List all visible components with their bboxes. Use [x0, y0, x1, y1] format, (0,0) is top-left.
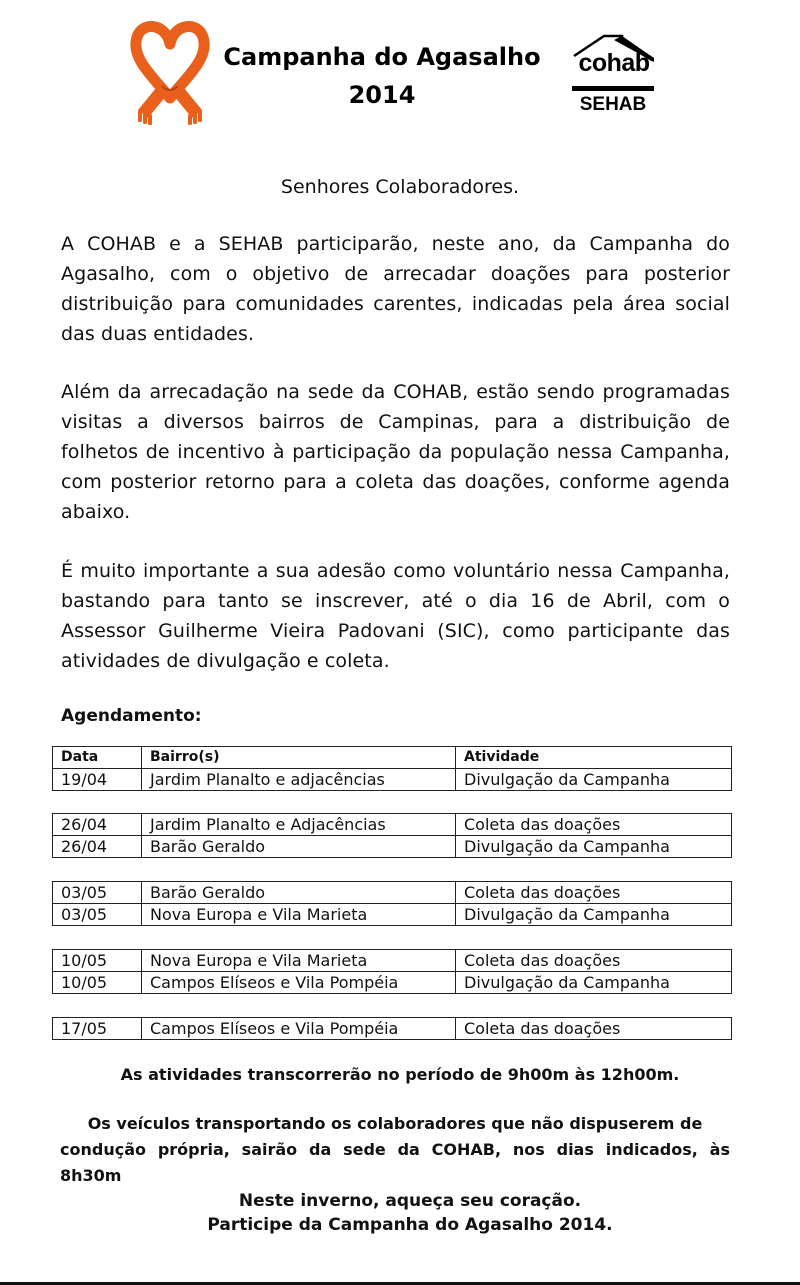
cohab-wordmark: cohab — [578, 49, 650, 77]
schedule-table-group-5 — [52, 1017, 732, 1040]
cell-date: 03/05 — [53, 882, 142, 904]
cell-neighborhood: Campos Elíseos e Vila Pompéia — [142, 1018, 456, 1040]
table-header-row — [53, 747, 732, 769]
schedule-table-group-4 — [52, 949, 732, 994]
cell-neighborhood: Barão Geraldo — [142, 882, 456, 904]
cell-date: 17/05 — [53, 1018, 142, 1040]
column-header-activity: Atividade — [456, 747, 732, 769]
cell-date: 10/05 — [53, 950, 142, 972]
table-row — [53, 882, 732, 904]
cell-neighborhood: Jardim Planalto e Adjacências — [142, 814, 456, 836]
table-row — [53, 950, 732, 972]
cell-activity: Divulgação da Campanha — [456, 769, 732, 791]
heart-scarf-icon — [126, 14, 214, 126]
cell-activity: Divulgação da Campanha — [456, 836, 732, 858]
column-header-date: Data — [53, 747, 142, 769]
salutation: Senhores Colaboradores. — [280, 176, 520, 198]
table-row — [53, 904, 732, 926]
table-row — [53, 769, 732, 791]
cell-activity: Divulgação da Campanha — [456, 904, 732, 926]
paragraph-1: A COHAB e a SEHAB participarão, neste ano, da Campanha do Agasalho, com o objetivo de arrecadar doações para posterior distribuição para comunidades carentes, indicadas pela área social das duas entidades. — [61, 233, 730, 345]
cohab-logo — [568, 34, 658, 118]
transport-note-line-1: Os veículos transportando os colaboradores que não dispuserem de — [87, 1114, 703, 1133]
cell-date: 19/04 — [53, 769, 142, 791]
paragraph-3: É muito importante a sua adesão como voluntário nessa Campanha, bastando para tanto se inscrever, até o dia 16 de Abril, com o Assessor Guilherme Vieira Padovani (SIC), como participante das atividades de divulgação e coleta. — [61, 560, 730, 672]
cell-activity: Coleta das doações — [456, 1018, 732, 1040]
closing-line-2: Participe da Campanha do Agasalho 2014. — [207, 1215, 613, 1235]
cell-activity: Coleta das doações — [456, 882, 732, 904]
cell-date: 10/05 — [53, 972, 142, 994]
table-row — [53, 1018, 732, 1040]
schedule-table-group-3 — [52, 881, 732, 926]
table-row — [53, 814, 732, 836]
schedule-heading: Agendamento: — [61, 706, 202, 726]
schedule-table-group-2 — [52, 813, 732, 858]
paragraph-2: Além da arrecadação na sede da COHAB, estão sendo programadas visitas a diversos bairros de Campinas, para a distribuição de folhetos de incentivo à participação da população nessa Campanha, com posterior retorno para a coleta das doações, conforme agenda abaixo. — [61, 381, 730, 523]
cell-neighborhood: Jardim Planalto e adjacências — [142, 769, 456, 791]
title-line-2: 2014 — [348, 81, 416, 109]
cell-date: 26/04 — [53, 814, 142, 836]
cell-date: 03/05 — [53, 904, 142, 926]
table-row — [53, 836, 732, 858]
cell-activity: Coleta das doações — [456, 814, 732, 836]
closing-message — [0, 1189, 800, 1237]
cell-activity: Coleta das doações — [456, 950, 732, 972]
cell-neighborhood: Nova Europa e Vila Marieta — [142, 950, 456, 972]
cell-neighborhood: Nova Europa e Vila Marieta — [142, 904, 456, 926]
closing-line-1: Neste inverno, aqueça seu coração. — [238, 1191, 582, 1211]
transport-note-line-2: condução própria, sairão da sede da COHAB, nos dias indicados, às 8h30m — [60, 1140, 730, 1185]
transport-note — [60, 1111, 730, 1189]
sehab-label: SEHAB — [579, 94, 647, 115]
title-line-1: Campanha do Agasalho — [223, 43, 541, 71]
hours-note: As atividades transcorrerão no período de 9h00m às 12h00m. — [120, 1065, 680, 1084]
table-row — [53, 972, 732, 994]
cell-date: 26/04 — [53, 836, 142, 858]
schedule-table-group-1 — [52, 746, 732, 791]
cell-neighborhood: Campos Elíseos e Vila Pompéia — [142, 972, 456, 994]
page-title — [222, 38, 542, 114]
cell-activity: Divulgação da Campanha — [456, 972, 732, 994]
column-header-neighborhood: Bairro(s) — [142, 747, 456, 769]
cell-neighborhood: Barão Geraldo — [142, 836, 456, 858]
